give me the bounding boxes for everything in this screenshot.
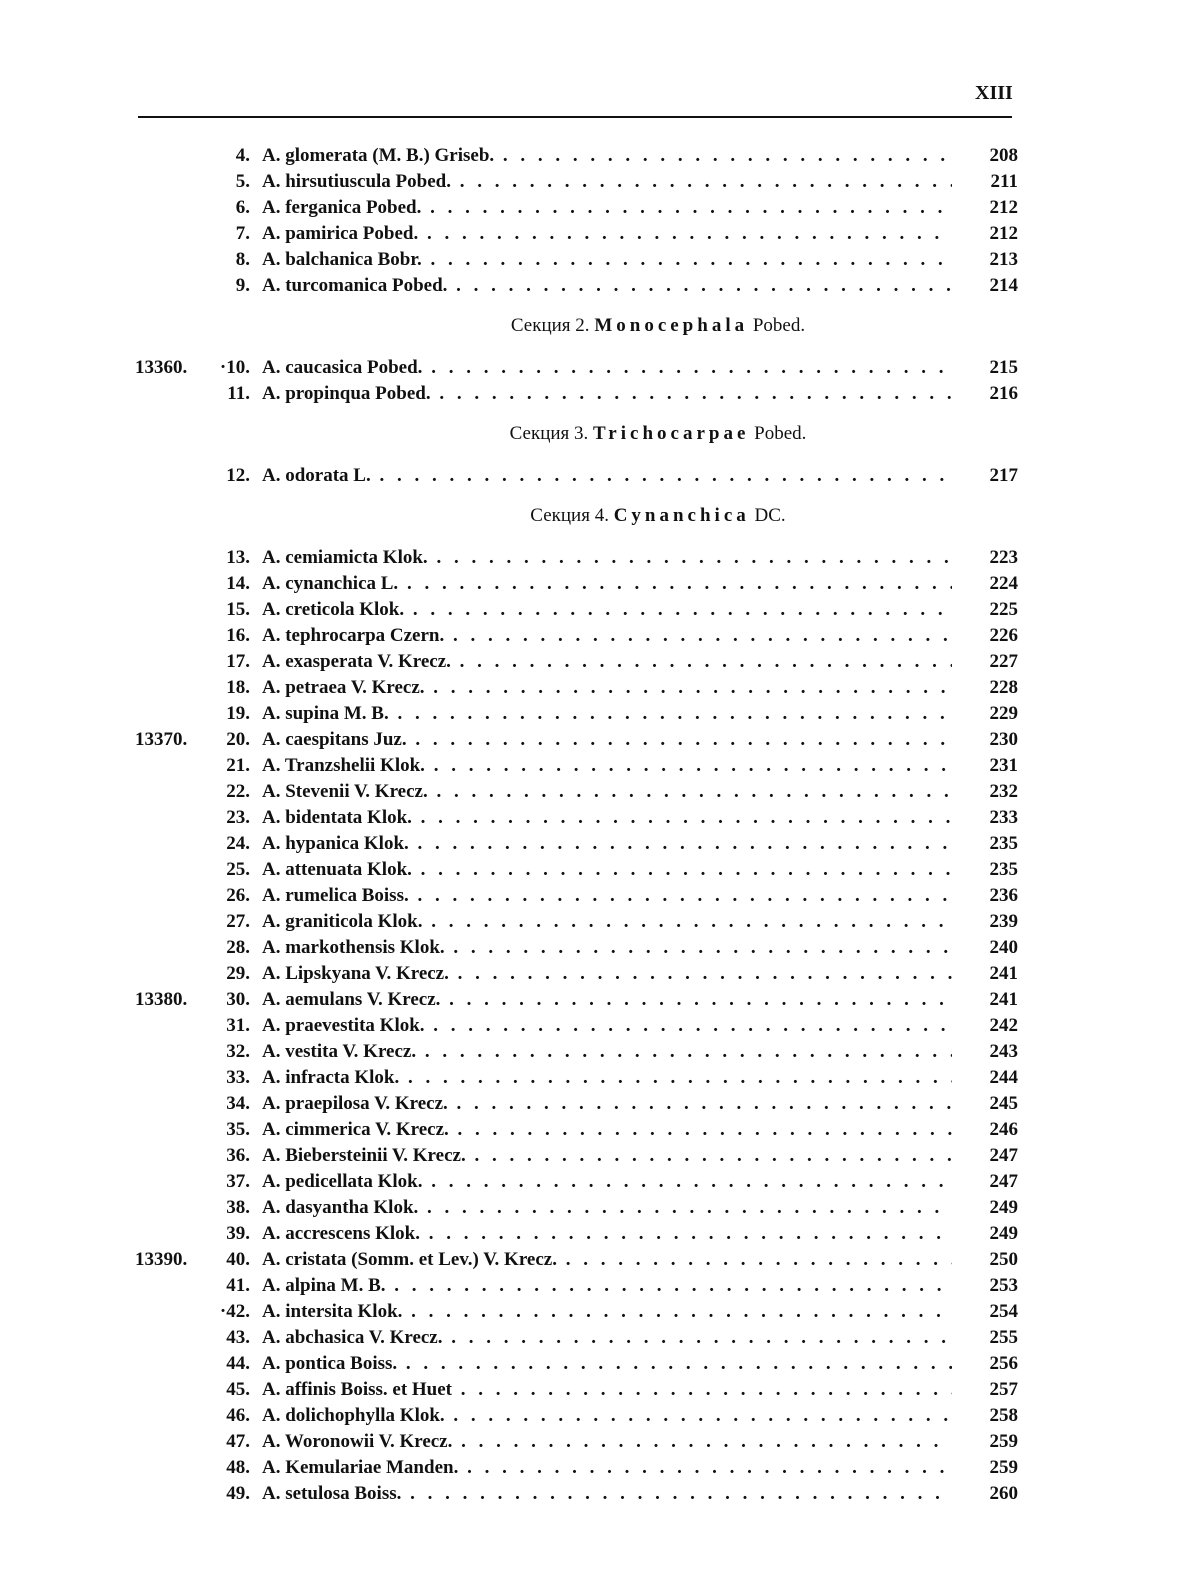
toc-entry — [0, 545, 1191, 571]
toc-entry — [0, 1247, 1191, 1273]
entry-species-name: A. glomerata (M. B.) Griseb. . . . — [262, 143, 952, 169]
toc-entry — [0, 1117, 1191, 1143]
section-prefix: Секция 3. — [509, 423, 589, 444]
entry-species-name: A. balchanica Bobr. . . . — [262, 247, 952, 273]
entry-species-name: A. pontica Boiss. . . . — [262, 1351, 952, 1377]
entry-species-name: A. affinis Boiss. et Huet . . . — [262, 1377, 952, 1403]
entry-number: 35. — [226, 1119, 250, 1140]
entry-number: 31. — [226, 1015, 250, 1036]
entry-reference-number: 13370. — [135, 729, 188, 750]
toc-entry — [0, 143, 1191, 169]
entry-page-number: 233 — [989, 807, 1018, 828]
toc-entry — [0, 675, 1191, 701]
entry-page-number: 223 — [989, 547, 1018, 568]
entry-species-name: A. pedicellata Klok. . . . — [262, 1169, 952, 1195]
entry-species-name: A. Woronowii V. Krecz. . . . — [262, 1429, 952, 1455]
entry-reference-number: 13380. — [135, 989, 188, 1010]
toc-entry — [0, 1013, 1191, 1039]
entry-species-name: A. ferganica Pobed. . . . — [262, 195, 952, 221]
entry-number: 26. — [226, 885, 250, 906]
entry-page-number: 236 — [989, 885, 1018, 906]
entry-page-number: 244 — [989, 1067, 1018, 1088]
entry-page-number: 224 — [989, 573, 1018, 594]
toc-entry — [0, 1065, 1191, 1091]
entry-page-number: 230 — [989, 729, 1018, 750]
section-name: Cynanchica — [613, 505, 750, 526]
entry-page-number: 256 — [989, 1353, 1018, 1374]
entry-page-number: 235 — [989, 859, 1018, 880]
entry-number: 48. — [226, 1457, 250, 1478]
entry-number: 22. — [226, 781, 250, 802]
entry-page-number: 243 — [989, 1041, 1018, 1062]
entry-page-number: 215 — [989, 357, 1018, 378]
entry-species-name: A. praevestita Klok. . . . — [262, 1013, 952, 1039]
entry-species-name: A. caucasica Pobed. . . . — [262, 355, 952, 381]
entry-species-name: A. Lipskyana V. Krecz. . . . — [262, 961, 952, 987]
entry-species-name: A. hypanica Klok. . . . — [262, 831, 952, 857]
entry-number: 30. — [226, 989, 250, 1010]
entry-species-name: A. Stevenii V. Krecz. . . . — [262, 779, 952, 805]
section-prefix: Секция 2. — [510, 315, 590, 336]
toc-entry — [0, 195, 1191, 221]
entry-page-number: 232 — [989, 781, 1018, 802]
entry-species-name: A. cemiamicta Klok. . . . — [262, 545, 952, 571]
entry-number: 7. — [235, 223, 250, 244]
entry-reference-number: 13390. — [135, 1249, 188, 1270]
entry-species-name: A. praepilosa V. Krecz. . . . — [262, 1091, 952, 1117]
entry-number: 9. — [235, 275, 250, 296]
entry-number: 23. — [226, 807, 250, 828]
toc-entry — [0, 701, 1191, 727]
entry-page-number: 250 — [989, 1249, 1018, 1270]
entry-species-name: A. Biebersteinii V. Krecz. . . . — [262, 1143, 952, 1169]
entry-species-name: A. bidentata Klok. . . . — [262, 805, 952, 831]
entry-species-name: A. infracta Klok. . . . — [262, 1065, 952, 1091]
entry-number: 49. — [226, 1483, 250, 1504]
toc-entry — [0, 857, 1191, 883]
entry-species-name: A. Tranzshelii Klok. . . . — [262, 753, 952, 779]
toc-entry — [0, 355, 1191, 381]
toc-entry — [0, 779, 1191, 805]
entry-number: 4. — [235, 145, 250, 166]
section-author: Pobed. — [752, 315, 806, 336]
entry-number: ·42. — [219, 1301, 250, 1322]
toc-entry — [0, 381, 1191, 407]
toc-entry — [0, 1429, 1191, 1455]
entry-page-number: 239 — [989, 911, 1018, 932]
entry-page-number: 225 — [989, 599, 1018, 620]
entry-page-number: 213 — [989, 249, 1018, 270]
entry-number: 18. — [226, 677, 250, 698]
entry-number: 17. — [226, 651, 250, 672]
toc-entry — [0, 727, 1191, 753]
toc-entry — [0, 1325, 1191, 1351]
entry-page-number: 208 — [989, 145, 1018, 166]
section-heading — [0, 489, 1191, 545]
entry-species-name: A. abchasica V. Krecz. . . . — [262, 1325, 952, 1351]
entry-page-number: 245 — [989, 1093, 1018, 1114]
toc-entry — [0, 169, 1191, 195]
entry-number: 46. — [226, 1405, 250, 1426]
entry-page-number: 247 — [989, 1171, 1018, 1192]
entry-page-number: 247 — [989, 1145, 1018, 1166]
entry-species-name: A. accrescens Klok. . . . — [262, 1221, 952, 1247]
entry-number: 36. — [226, 1145, 250, 1166]
toc-entry — [0, 571, 1191, 597]
entry-page-number: 258 — [989, 1405, 1018, 1426]
entry-page-number: 253 — [989, 1275, 1018, 1296]
entry-number: 19. — [226, 703, 250, 724]
toc-entry — [0, 1403, 1191, 1429]
toc-entry — [0, 623, 1191, 649]
entry-species-name: A. graniticola Klok. . . . — [262, 909, 952, 935]
entry-page-number: 260 — [989, 1483, 1018, 1504]
entry-number: 28. — [226, 937, 250, 958]
entry-page-number: 212 — [989, 197, 1018, 218]
toc-entry — [0, 221, 1191, 247]
toc-entry — [0, 831, 1191, 857]
section-author: DC. — [754, 505, 786, 526]
entry-number: 45. — [226, 1379, 250, 1400]
entry-number: 20. — [226, 729, 250, 750]
entry-number: 40. — [226, 1249, 250, 1270]
entry-page-number: 255 — [989, 1327, 1018, 1348]
entry-page-number: 257 — [989, 1379, 1018, 1400]
entry-species-name: A. aemulans V. Krecz. . . . — [262, 987, 952, 1013]
entry-number: 33. — [226, 1067, 250, 1088]
entry-number: 8. — [235, 249, 250, 270]
entry-page-number: 241 — [989, 989, 1018, 1010]
entry-species-name: A. rumelica Boiss. . . . — [262, 883, 952, 909]
entry-species-name: A. attenuata Klok. . . . — [262, 857, 952, 883]
entry-species-name: A. odorata L. . . . — [262, 463, 952, 489]
entry-species-name: A. vestita V. Krecz. . . . — [262, 1039, 952, 1065]
entry-number: 44. — [226, 1353, 250, 1374]
entry-number: 15. — [226, 599, 250, 620]
entry-page-number: 211 — [990, 171, 1018, 192]
entry-number: 47. — [226, 1431, 250, 1452]
entry-number: 24. — [226, 833, 250, 854]
toc-entry — [0, 1455, 1191, 1481]
entry-page-number: 217 — [989, 465, 1018, 486]
page-number: XIII — [975, 82, 1013, 104]
toc-entry — [0, 1195, 1191, 1221]
entry-species-name: A. markothensis Klok. . . . — [262, 935, 952, 961]
entry-species-name: A. cimmerica V. Krecz. . . . — [262, 1117, 952, 1143]
entry-species-name: A. creticola Klok. . . . — [262, 597, 952, 623]
entry-page-number: 216 — [989, 383, 1018, 404]
entry-species-name: A. petraea V. Krecz. . . . — [262, 675, 952, 701]
section-author: Pobed. — [754, 423, 807, 444]
toc-entry — [0, 909, 1191, 935]
entry-number: 32. — [226, 1041, 250, 1062]
entry-page-number: 259 — [989, 1457, 1018, 1478]
entry-page-number: 214 — [989, 275, 1018, 296]
entry-number: ·10. — [219, 357, 250, 378]
section-heading — [0, 407, 1191, 463]
entry-number: 41. — [226, 1275, 250, 1296]
entry-number: 37. — [226, 1171, 250, 1192]
section-name: Trichocarpae — [593, 423, 750, 444]
entry-page-number: 235 — [989, 833, 1018, 854]
entry-number: 6. — [235, 197, 250, 218]
entry-number: 12. — [226, 465, 250, 486]
entry-number: 11. — [227, 383, 250, 404]
toc-entry — [0, 1351, 1191, 1377]
entry-page-number: 249 — [989, 1223, 1018, 1244]
section-prefix: Секция 4. — [530, 505, 609, 526]
toc-entry — [0, 753, 1191, 779]
toc-entry — [0, 649, 1191, 675]
entry-species-name: A. cristata (Somm. et Lev.) V. Krecz. . . . — [262, 1247, 952, 1273]
entry-number: 29. — [226, 963, 250, 984]
entry-page-number: 228 — [989, 677, 1018, 698]
toc-entry — [0, 247, 1191, 273]
toc-entry — [0, 273, 1191, 299]
entry-page-number: 240 — [989, 937, 1018, 958]
entry-page-number: 241 — [989, 963, 1018, 984]
entry-page-number: 259 — [989, 1431, 1018, 1452]
entry-page-number: 229 — [989, 703, 1018, 724]
entry-number: 5. — [235, 171, 250, 192]
toc-entry — [0, 1481, 1191, 1507]
toc-entry — [0, 935, 1191, 961]
entry-number: 27. — [226, 911, 250, 932]
entry-species-name: A. propinqua Pobed. . . . — [262, 381, 952, 407]
entry-species-name: A. caespitans Juz. . . . — [262, 727, 952, 753]
entry-number: 34. — [226, 1093, 250, 1114]
entry-species-name: A. pamirica Pobed. . . . — [262, 221, 952, 247]
entry-species-name: A. cynanchica L. . . . — [262, 571, 952, 597]
entry-species-name: A. dolichophylla Klok. . . . — [262, 1403, 952, 1429]
entry-page-number: 226 — [989, 625, 1018, 646]
header-rule — [138, 116, 1012, 118]
toc-entry — [0, 1091, 1191, 1117]
section-heading — [0, 299, 1191, 355]
entry-number: 14. — [226, 573, 250, 594]
entry-page-number: 212 — [989, 223, 1018, 244]
entry-page-number: 249 — [989, 1197, 1018, 1218]
entry-page-number: 254 — [989, 1301, 1018, 1322]
entry-species-name: A. setulosa Boiss. . . . — [262, 1481, 952, 1507]
toc-entry — [0, 987, 1191, 1013]
toc-entry — [0, 1169, 1191, 1195]
entry-species-name: A. turcomanica Pobed. . . . — [262, 273, 952, 299]
entry-species-name: A. Kemulariae Manden. . . . — [262, 1455, 952, 1481]
entry-page-number: 246 — [989, 1119, 1018, 1140]
toc-entry — [0, 1377, 1191, 1403]
toc-entry — [0, 805, 1191, 831]
entry-reference-number: 13360. — [135, 357, 188, 378]
entry-number: 43. — [226, 1327, 250, 1348]
entry-species-name: A. supina M. B. . . . — [262, 701, 952, 727]
table-of-contents — [0, 143, 1191, 1507]
section-name: Monocephala — [594, 315, 749, 336]
entry-number: 13. — [226, 547, 250, 568]
entry-species-name: A. exasperata V. Krecz. . . . — [262, 649, 952, 675]
toc-entry — [0, 883, 1191, 909]
toc-entry — [0, 1299, 1191, 1325]
entry-number: 38. — [226, 1197, 250, 1218]
entry-species-name: A. tephrocarpa Czern. . . . — [262, 623, 952, 649]
entry-species-name: A. dasyantha Klok. . . . — [262, 1195, 952, 1221]
entry-species-name: A. hirsutiuscula Pobed. . . . — [262, 169, 952, 195]
toc-entry — [0, 1039, 1191, 1065]
toc-entry — [0, 1221, 1191, 1247]
entry-species-name: A. alpina M. B. . . . — [262, 1273, 952, 1299]
toc-entry — [0, 463, 1191, 489]
entry-page-number: 227 — [989, 651, 1018, 672]
toc-entry — [0, 597, 1191, 623]
entry-page-number: 242 — [989, 1015, 1018, 1036]
entry-number: 21. — [226, 755, 250, 776]
entry-page-number: 231 — [989, 755, 1018, 776]
entry-species-name: A. intersita Klok. . . . — [262, 1299, 952, 1325]
entry-number: 39. — [226, 1223, 250, 1244]
toc-entry — [0, 961, 1191, 987]
toc-entry — [0, 1143, 1191, 1169]
entry-number: 16. — [226, 625, 250, 646]
entry-number: 25. — [226, 859, 250, 880]
toc-entry — [0, 1273, 1191, 1299]
